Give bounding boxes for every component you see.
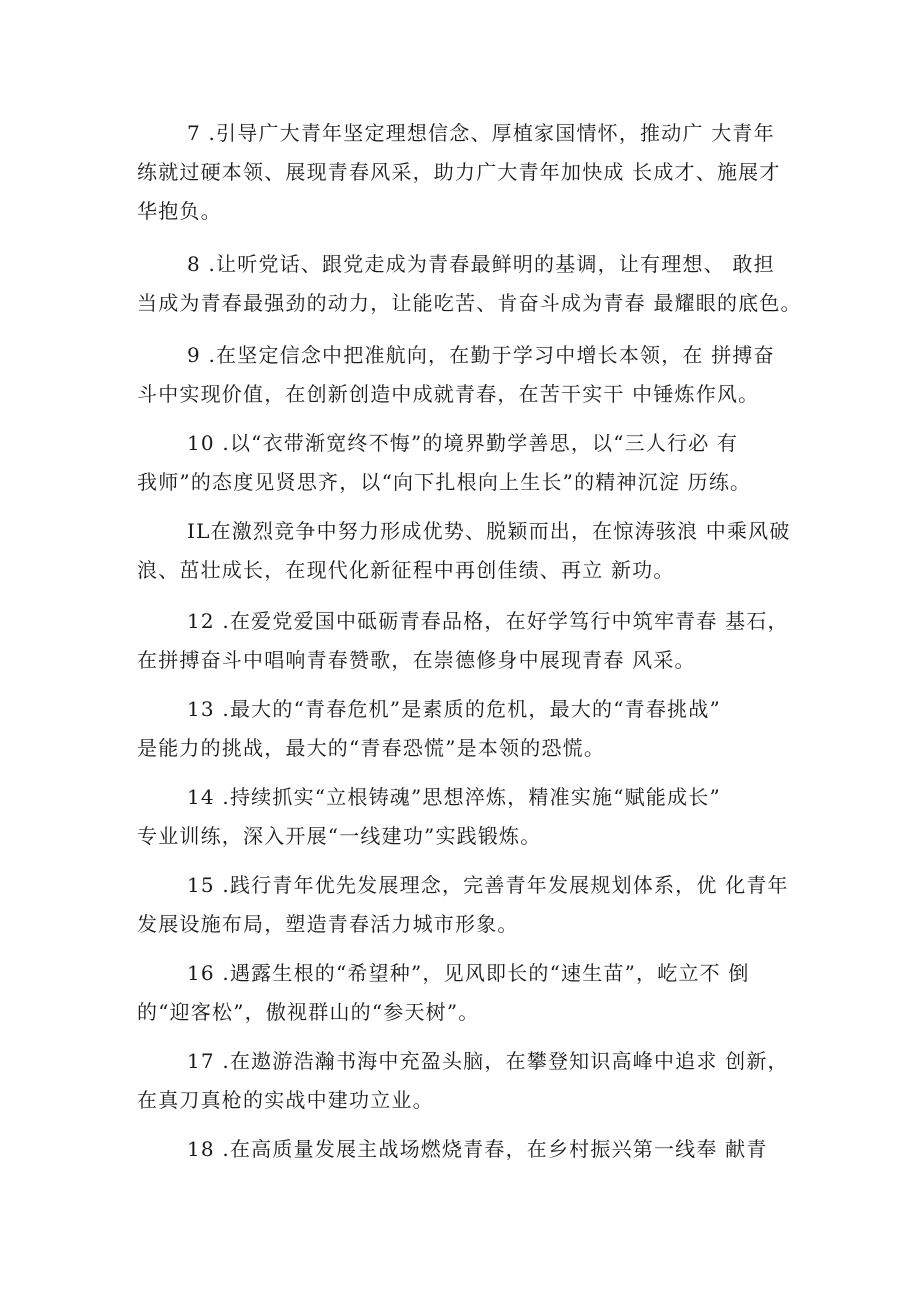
paragraph-line: 9 .在坚定信念中把准航向，在勤于学习中增长本领，在 拼搏奋: [187, 343, 775, 367]
paragraph-line: IL在激烈竞争中努力形成优势、脱颖而出，在惊涛骇浪 中乘风破: [187, 519, 791, 543]
paragraph-9: [137, 336, 797, 414]
paragraph-line: 12 .在爱党爱国中砥砺青春品格，在好学笃行中筑牢青春 基石，: [187, 609, 789, 633]
paragraph-line: 15 .践行青年优先发展理念，完善青年发展规划体系，优 化青年: [187, 873, 789, 897]
paragraph-18: [137, 1130, 797, 1169]
paragraph-line: 18 .在高质量发展主战场燃烧青春，在乡村振兴第一线奉 献青: [187, 1137, 768, 1161]
paragraph-line: 17 .在遨游浩瀚书海中充盈头脑，在攀登知识高峰中追求 创新，: [187, 1049, 789, 1073]
paragraph-line: 8 .让听党话、跟党走成为青春最鲜明的基调，让有理想、 敢担: [187, 252, 775, 276]
paragraph-line: 我师”的态度见贤思齐，以“向下扎根向上生长”的精神沉淀 历练。: [137, 470, 752, 494]
paragraph-line: 10 .以“衣带渐宽终不悔”的境界勤学善思，以“三人行必 有: [187, 431, 739, 455]
paragraph-line: 当成为青春最强劲的动力，让能吃苦、肯奋斗成为青春 最耀眼的底色。: [137, 291, 802, 315]
paragraph-15: [137, 866, 797, 944]
paragraph-line: 浪、茁壮成长，在现代化新征程中再创佳绩、再立 新功。: [137, 558, 675, 582]
paragraph-8: [137, 245, 802, 323]
paragraph-line: 华抱负。: [137, 199, 222, 223]
paragraph-line: 斗中实现价值，在创新创造中成就青春，在苦干实干 中锤炼作风。: [137, 382, 760, 406]
paragraph-line: 练就过硬本领、展现青春风采，助力广大青年加快成 长成才、施展才: [137, 160, 781, 184]
paragraph-line: 16 .遇露生根的“希望种”，见风即长的“速生苗”，屹立不 倒: [187, 961, 750, 985]
paragraph-line: 14 .持续抓实“立根铸魂”思想淬炼，精准实施“赋能成长”: [187, 785, 721, 809]
paragraph-13: [137, 690, 797, 768]
paragraph-line: 专业训练，深入开展“一线建功”实践锻炼。: [137, 824, 542, 848]
paragraph-line: 的“迎客松”，傲视群山的“参天树”。: [137, 1000, 480, 1024]
paragraph-16: [137, 954, 797, 1032]
paragraph-line: 7 .引导广大青年坚定理想信念、厚植家国情怀，推动广 大青年: [187, 121, 775, 145]
paragraph-line: 是能力的挑战，最大的“青春恐慌”是本领的恐慌。: [137, 736, 606, 760]
paragraph-12: [137, 602, 797, 680]
paragraph-line: 13 .最大的“青春危机”是素质的危机，最大的“青春挑战”: [187, 697, 721, 721]
paragraph-10: [137, 424, 797, 502]
paragraph-line: 发展设施布局，塑造青春活力城市形象。: [137, 912, 519, 936]
paragraph-11: [137, 512, 797, 590]
paragraph-17: [137, 1042, 797, 1120]
paragraph-7: [137, 114, 797, 231]
paragraph-14: [137, 778, 797, 856]
paragraph-line: 在拼搏奋斗中唱响青春赞歌，在崇德修身中展现青春 风采。: [137, 648, 696, 672]
paragraph-line: 在真刀真枪的实战中建功立业。: [137, 1088, 434, 1112]
